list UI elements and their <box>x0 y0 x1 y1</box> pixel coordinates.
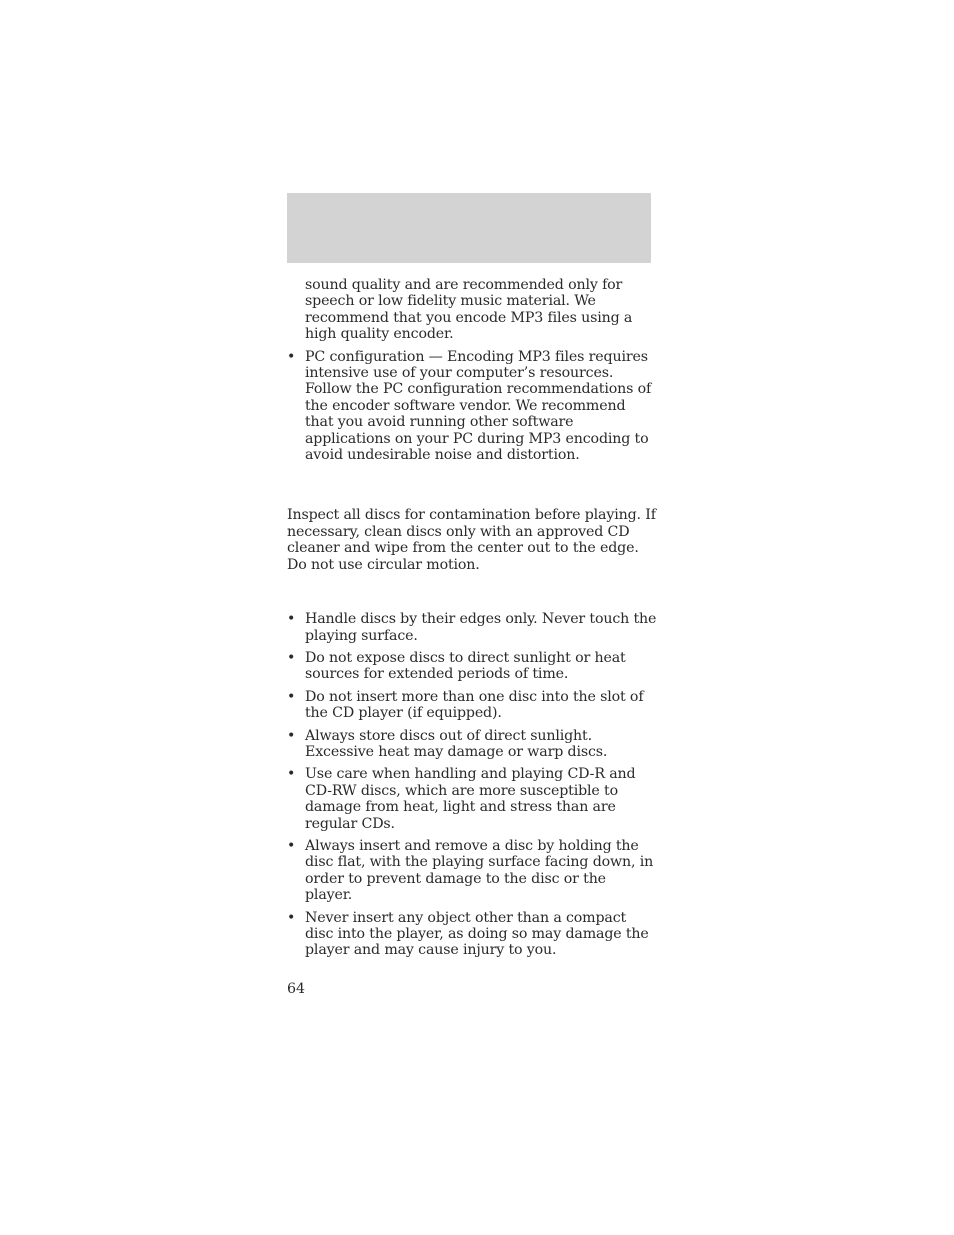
page-number: 64 <box>287 981 306 997</box>
list-item: • Handle discs by their edges only. Never touch the playing surface. <box>287 611 657 644</box>
list-item: • Always insert and remove a disc by holding the disc flat, with the playing surface facing down, in order to prevent damage to the disc or the player. <box>287 838 657 904</box>
list-item: • Never insert any object other than a compact disc into the player, as doing so may damage the player and may cause injury to you. <box>287 910 657 959</box>
list-item: • Always store discs out of direct sunlight. Excessive heat may damage or warp discs. <box>287 728 657 761</box>
list-item: • Use care when handling and playing CD-R and CD-RW discs, which are more susceptible to damage from heat, light and stress than are regular CDs. <box>287 766 657 832</box>
continued-paragraph: sound quality and are recommended only for speech or low fidelity music material. We recommend that you encode MP3 files using a high quality encoder. <box>305 277 633 343</box>
section-gap <box>287 469 657 507</box>
page-content <box>287 277 657 965</box>
cleaning-paragraph: Inspect all discs for contamination before playing. If necessary, clean discs only with an approved CD cleaner and wipe from the center out to the edge. Do not use circular motion. <box>287 507 656 573</box>
list-item: • Do not expose discs to direct sunlight or heat sources for extended periods of time. <box>287 650 657 683</box>
list-item: • Do not insert more than one disc into the slot of the CD player (if equipped). <box>287 689 657 722</box>
list-item: • PC configuration — Encoding MP3 files requires intensive use of your computer’s resources. Follow the PC configuration recommendations of the encoder software vendor. We recommend that you avoid running other software applications on your PC during MP3 encoding to avoid undesirable noise and distortion. <box>287 349 657 464</box>
disc-care-bullet-list <box>287 611 657 959</box>
section-gap <box>287 573 657 611</box>
section-header-band <box>287 193 651 263</box>
mp3-bullet-list <box>287 349 657 464</box>
